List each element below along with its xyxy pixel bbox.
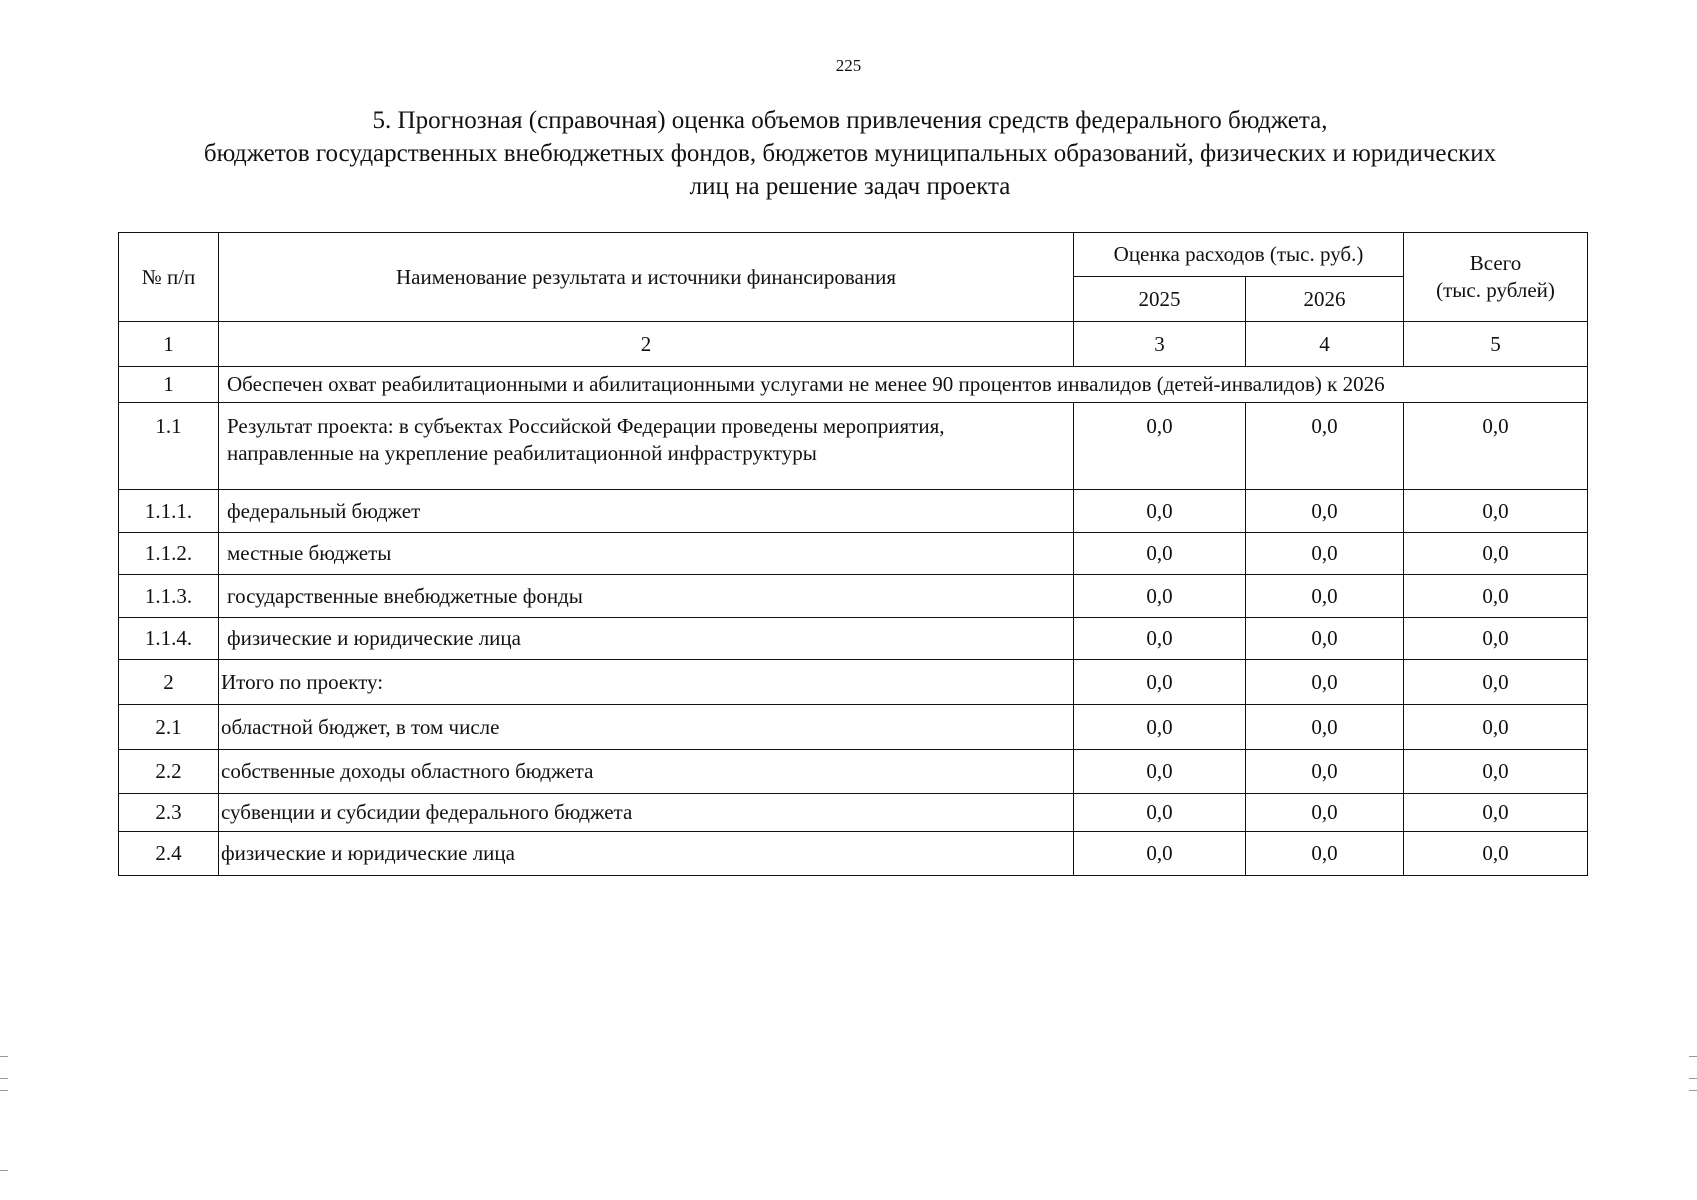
row-value-2025: 0,0	[1074, 832, 1246, 876]
row-value-total: 0,0	[1404, 490, 1588, 533]
row-num: 2.3	[119, 794, 219, 832]
row-value-2025: 0,0	[1074, 794, 1246, 832]
scan-mark	[0, 1090, 8, 1091]
scan-mark	[0, 1078, 8, 1079]
row-value-total: 0,0	[1404, 575, 1588, 618]
scan-mark	[1689, 1056, 1697, 1057]
row-name: субвенции и субсидии федерального бюджета	[219, 794, 1074, 832]
section-num: 1	[119, 367, 219, 403]
scan-mark	[1689, 1090, 1697, 1091]
row-value-total: 0,0	[1404, 832, 1588, 876]
row-name-line2: направленные на укрепление реабилитационной инфраструктуры	[227, 441, 817, 465]
index-row	[119, 322, 1588, 367]
row-value-2025: 0,0	[1074, 705, 1246, 750]
section-text: Обеспечен охват реабилитационными и абилитационными услугами не менее 90 процентов инвалидов (детей-инвалидов) к 2026	[219, 367, 1588, 403]
header-name: Наименование результата и источники финансирования	[219, 233, 1074, 322]
index-cell: 3	[1074, 322, 1246, 367]
index-cell: 4	[1246, 322, 1404, 367]
row-value-2026: 0,0	[1246, 403, 1404, 490]
title-line-3: лиц на решение задач проекта	[689, 173, 1011, 200]
row-value-total: 0,0	[1404, 660, 1588, 705]
row-value-total: 0,0	[1404, 705, 1588, 750]
row-value-total: 0,0	[1404, 618, 1588, 660]
row-value-2025: 0,0	[1074, 750, 1246, 794]
row-name: Итого по проекту:	[219, 660, 1074, 705]
table-row	[119, 403, 1588, 490]
row-value-total: 0,0	[1404, 750, 1588, 794]
row-value-2026: 0,0	[1246, 660, 1404, 705]
table-row	[119, 575, 1588, 618]
row-value-2026: 0,0	[1246, 533, 1404, 575]
scan-mark	[0, 1056, 8, 1057]
header-total-line2: (тыс. рублей)	[1436, 278, 1555, 302]
scan-mark	[1689, 1078, 1697, 1079]
title-line-2: бюджетов государственных внебюджетных фондов, бюджетов муниципальных образований, физических и юридических	[203, 140, 1497, 167]
row-value-2026: 0,0	[1246, 794, 1404, 832]
row-num: 1.1.4.	[119, 618, 219, 660]
row-name: государственные внебюджетные фонды	[219, 575, 1074, 618]
table-row	[119, 533, 1588, 575]
table-row	[119, 618, 1588, 660]
index-cell: 2	[219, 322, 1074, 367]
row-num: 2	[119, 660, 219, 705]
header-year-2026: 2026	[1246, 277, 1404, 322]
row-value-2026: 0,0	[1246, 832, 1404, 876]
header-total	[1404, 233, 1588, 322]
row-name: физические и юридические лица	[219, 618, 1074, 660]
row-name: федеральный бюджет	[219, 490, 1074, 533]
table-row	[119, 490, 1588, 533]
scan-mark	[0, 1170, 8, 1171]
header-year-2025: 2025	[1074, 277, 1246, 322]
funding-table	[118, 232, 1588, 876]
header-num: № п/п	[119, 233, 219, 322]
row-value-2025: 0,0	[1074, 618, 1246, 660]
row-name: физические и юридические лица	[219, 832, 1074, 876]
row-value-2026: 0,0	[1246, 750, 1404, 794]
row-num: 1.1.1.	[119, 490, 219, 533]
header-total-line1: Всего	[1469, 251, 1522, 275]
table-row	[119, 832, 1588, 876]
row-name: местные бюджеты	[219, 533, 1074, 575]
row-num: 1.1	[119, 403, 219, 490]
page-number: 225	[835, 56, 862, 75]
row-value-2025: 0,0	[1074, 660, 1246, 705]
title-line-1: 5. Прогнозная (справочная) оценка объемов привлечения средств федерального бюджета,	[372, 107, 1328, 134]
row-value-total: 0,0	[1404, 533, 1588, 575]
table-row	[119, 705, 1588, 750]
header-estimate: Оценка расходов (тыс. руб.)	[1074, 233, 1404, 277]
table-row	[119, 794, 1588, 832]
row-num: 2.1	[119, 705, 219, 750]
row-num: 1.1.2.	[119, 533, 219, 575]
row-value-2026: 0,0	[1246, 575, 1404, 618]
row-value-2026: 0,0	[1246, 490, 1404, 533]
row-value-2026: 0,0	[1246, 618, 1404, 660]
row-name	[219, 403, 1074, 490]
row-num: 1.1.3.	[119, 575, 219, 618]
header-row	[119, 233, 1588, 277]
index-cell: 5	[1404, 322, 1588, 367]
row-value-2025: 0,0	[1074, 490, 1246, 533]
row-name-line1: Результат проекта: в субъектах Российской Федерации проведены мероприятия,	[227, 414, 945, 438]
row-name: собственные доходы областного бюджета	[219, 750, 1074, 794]
row-value-2026: 0,0	[1246, 705, 1404, 750]
row-value-2025: 0,0	[1074, 575, 1246, 618]
section-title	[100, 104, 1600, 203]
row-value-2025: 0,0	[1074, 533, 1246, 575]
row-name: областной бюджет, в том числе	[219, 705, 1074, 750]
table-row	[119, 750, 1588, 794]
table-row	[119, 660, 1588, 705]
row-value-2025: 0,0	[1074, 403, 1246, 490]
row-num: 2.4	[119, 832, 219, 876]
row-num: 2.2	[119, 750, 219, 794]
section-row	[119, 367, 1588, 403]
row-value-total: 0,0	[1404, 794, 1588, 832]
index-cell: 1	[119, 322, 219, 367]
row-value-total: 0,0	[1404, 403, 1588, 490]
